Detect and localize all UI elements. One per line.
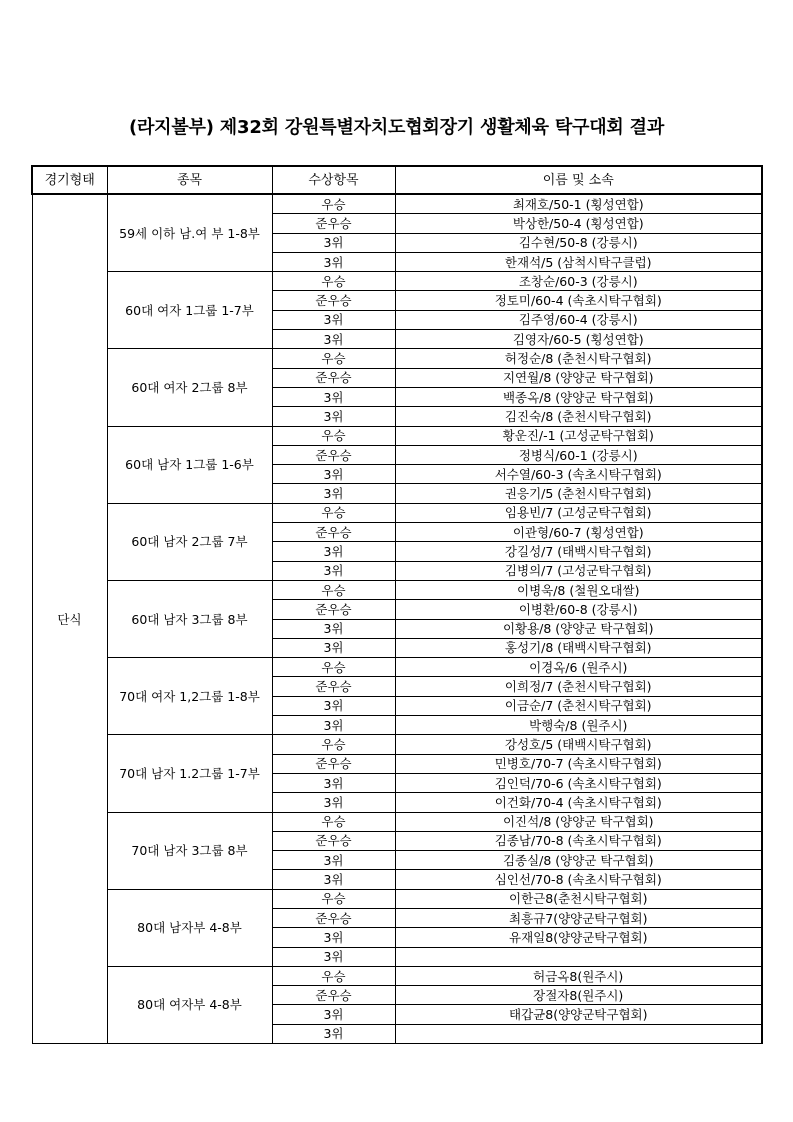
results-table (31, 165, 763, 1044)
table-row (32, 580, 762, 599)
winner-cell: 서수열/60-3 (속초시탁구협회) (395, 465, 762, 484)
winner-cell: 임용빈/7 (고성군탁구협회) (395, 503, 762, 522)
event-cell: 60대 남자 2그룹 7부 (107, 503, 272, 580)
winner-cell: 김병의/7 (고성군탁구협회) (395, 561, 762, 580)
winner-cell: 정병식/60-1 (강릉시) (395, 445, 762, 464)
award-cell: 3위 (272, 619, 395, 638)
table-row (32, 812, 762, 831)
table-row (32, 272, 762, 291)
page-title: (라지볼부) 제32회 강원특별자치도협회장기 생활체육 탁구대회 결과 (128, 117, 665, 138)
award-cell: 준우승 (272, 677, 395, 696)
header-award: 수상항목 (272, 166, 395, 194)
match-type-cell: 단식 (32, 194, 107, 1044)
winner-cell: 박행숙/8 (원주시) (395, 716, 762, 735)
winner-cell: 이희정/7 (춘천시탁구협회) (395, 677, 762, 696)
award-cell: 우승 (272, 272, 395, 291)
table-row (32, 426, 762, 445)
winner-cell: 이건화/70-4 (속초시탁구협회) (395, 793, 762, 812)
award-cell: 준우승 (272, 523, 395, 542)
table-row (32, 966, 762, 985)
winner-cell (395, 947, 762, 966)
award-cell: 3위 (272, 851, 395, 870)
award-cell: 3위 (272, 793, 395, 812)
winner-cell: 이관형/60-7 (횡성연합) (395, 523, 762, 542)
event-cell: 70대 여자 1,2그룹 1-8부 (107, 658, 272, 735)
award-cell: 준우승 (272, 445, 395, 464)
award-cell: 3위 (272, 870, 395, 889)
award-cell: 우승 (272, 349, 395, 368)
award-cell: 우승 (272, 503, 395, 522)
winner-cell: 허금옥8(원주시) (395, 966, 762, 985)
winner-cell: 이병환/60-8 (강릉시) (395, 600, 762, 619)
award-cell: 3위 (272, 542, 395, 561)
winner-cell: 김종남/70-8 (속초시탁구협회) (395, 831, 762, 850)
winner-cell: 이한근8(춘천시탁구협회) (395, 889, 762, 908)
winner-cell: 김인덕/70-6 (속초시탁구협회) (395, 773, 762, 792)
award-cell: 우승 (272, 426, 395, 445)
award-cell: 3위 (272, 773, 395, 792)
winner-cell (395, 1024, 762, 1043)
winner-cell: 이경옥/6 (원주시) (395, 658, 762, 677)
award-cell: 준우승 (272, 986, 395, 1005)
award-cell: 3위 (272, 1005, 395, 1024)
event-cell: 60대 여자 2그룹 8부 (107, 349, 272, 426)
winner-cell: 김수현/50-8 (강릉시) (395, 233, 762, 252)
award-cell: 준우승 (272, 291, 395, 310)
table-row (32, 194, 762, 214)
results-body (32, 194, 762, 1044)
winner-cell: 박상한/50-4 (횡성연합) (395, 214, 762, 233)
winner-cell: 김진숙/8 (춘천시탁구협회) (395, 407, 762, 426)
event-cell: 80대 남자부 4-8부 (107, 889, 272, 966)
winner-cell: 유재일8(양양군탁구협회) (395, 928, 762, 947)
event-cell: 80대 여자부 4-8부 (107, 966, 272, 1043)
winner-cell: 태갑균8(양양군탁구협회) (395, 1005, 762, 1024)
winner-cell: 정토미/60-4 (속초시탁구협회) (395, 291, 762, 310)
winner-cell: 홍성기/8 (태백시탁구협회) (395, 638, 762, 657)
table-row (32, 349, 762, 368)
award-cell: 3위 (272, 928, 395, 947)
header-match-type: 경기형태 (32, 166, 107, 194)
event-cell: 59세 이하 남.여 부 1-8부 (107, 194, 272, 272)
winner-cell: 이병욱/8 (철원오대쌀) (395, 580, 762, 599)
award-cell: 3위 (272, 561, 395, 580)
winner-cell: 황운진/-1 (고성군탁구협회) (395, 426, 762, 445)
award-cell: 3위 (272, 484, 395, 503)
award-cell: 3위 (272, 947, 395, 966)
award-cell: 준우승 (272, 908, 395, 927)
winner-cell: 김영자/60-5 (횡성연합) (395, 330, 762, 349)
award-cell: 3위 (272, 387, 395, 406)
winner-cell: 최재호/50-1 (횡성연합) (395, 194, 762, 214)
award-cell: 우승 (272, 812, 395, 831)
winner-cell: 김주영/60-4 (강릉시) (395, 310, 762, 329)
table-row (32, 735, 762, 754)
winner-cell: 한재석/5 (삼척시탁구클럽) (395, 252, 762, 271)
award-cell: 준우승 (272, 214, 395, 233)
header-name-affiliation: 이름 및 소속 (395, 166, 762, 194)
award-cell: 준우승 (272, 754, 395, 773)
winner-cell: 조창순/60-3 (강릉시) (395, 272, 762, 291)
award-cell: 우승 (272, 580, 395, 599)
award-cell: 준우승 (272, 600, 395, 619)
event-cell: 60대 남자 1그룹 1-6부 (107, 426, 272, 503)
winner-cell: 김종실/8 (양양군 탁구협회) (395, 851, 762, 870)
winner-cell: 최흥규7(양양군탁구협회) (395, 908, 762, 927)
winner-cell: 이진석/8 (양양군 탁구협회) (395, 812, 762, 831)
award-cell: 3위 (272, 310, 395, 329)
event-cell: 60대 여자 1그룹 1-7부 (107, 272, 272, 349)
winner-cell: 민병호/70-7 (속초시탁구협회) (395, 754, 762, 773)
award-cell: 준우승 (272, 368, 395, 387)
award-cell: 3위 (272, 465, 395, 484)
award-cell: 준우승 (272, 831, 395, 850)
award-cell: 3위 (272, 716, 395, 735)
winner-cell: 지연월/8 (양양군 탁구협회) (395, 368, 762, 387)
award-cell: 우승 (272, 194, 395, 214)
event-cell: 70대 남자 3그룹 8부 (107, 812, 272, 889)
table-header-row (32, 166, 762, 194)
winner-cell: 허정순/8 (춘천시탁구협회) (395, 349, 762, 368)
event-cell: 70대 남자 1.2그룹 1-7부 (107, 735, 272, 812)
award-cell: 우승 (272, 658, 395, 677)
award-cell: 3위 (272, 1024, 395, 1043)
winner-cell: 이금순/7 (춘천시탁구협회) (395, 696, 762, 715)
winner-cell: 강길성/7 (태백시탁구협회) (395, 542, 762, 561)
table-row (32, 658, 762, 677)
winner-cell: 심인선/70-8 (속초시탁구협회) (395, 870, 762, 889)
winner-cell: 권응기/5 (춘천시탁구협회) (395, 484, 762, 503)
award-cell: 3위 (272, 638, 395, 657)
award-cell: 3위 (272, 252, 395, 271)
award-cell: 3위 (272, 233, 395, 252)
winner-cell: 이황용/8 (양양군 탁구협회) (395, 619, 762, 638)
table-row (32, 889, 762, 908)
award-cell: 우승 (272, 889, 395, 908)
award-cell: 3위 (272, 330, 395, 349)
table-row (32, 503, 762, 522)
winner-cell: 강성호/5 (태백시탁구협회) (395, 735, 762, 754)
award-cell: 우승 (272, 735, 395, 754)
award-cell: 3위 (272, 696, 395, 715)
event-cell: 60대 남자 3그룹 8부 (107, 580, 272, 657)
award-cell: 3위 (272, 407, 395, 426)
award-cell: 우승 (272, 966, 395, 985)
winner-cell: 장절자8(원주시) (395, 986, 762, 1005)
winner-cell: 백종옥/8 (양양군 탁구협회) (395, 387, 762, 406)
header-event: 종목 (107, 166, 272, 194)
